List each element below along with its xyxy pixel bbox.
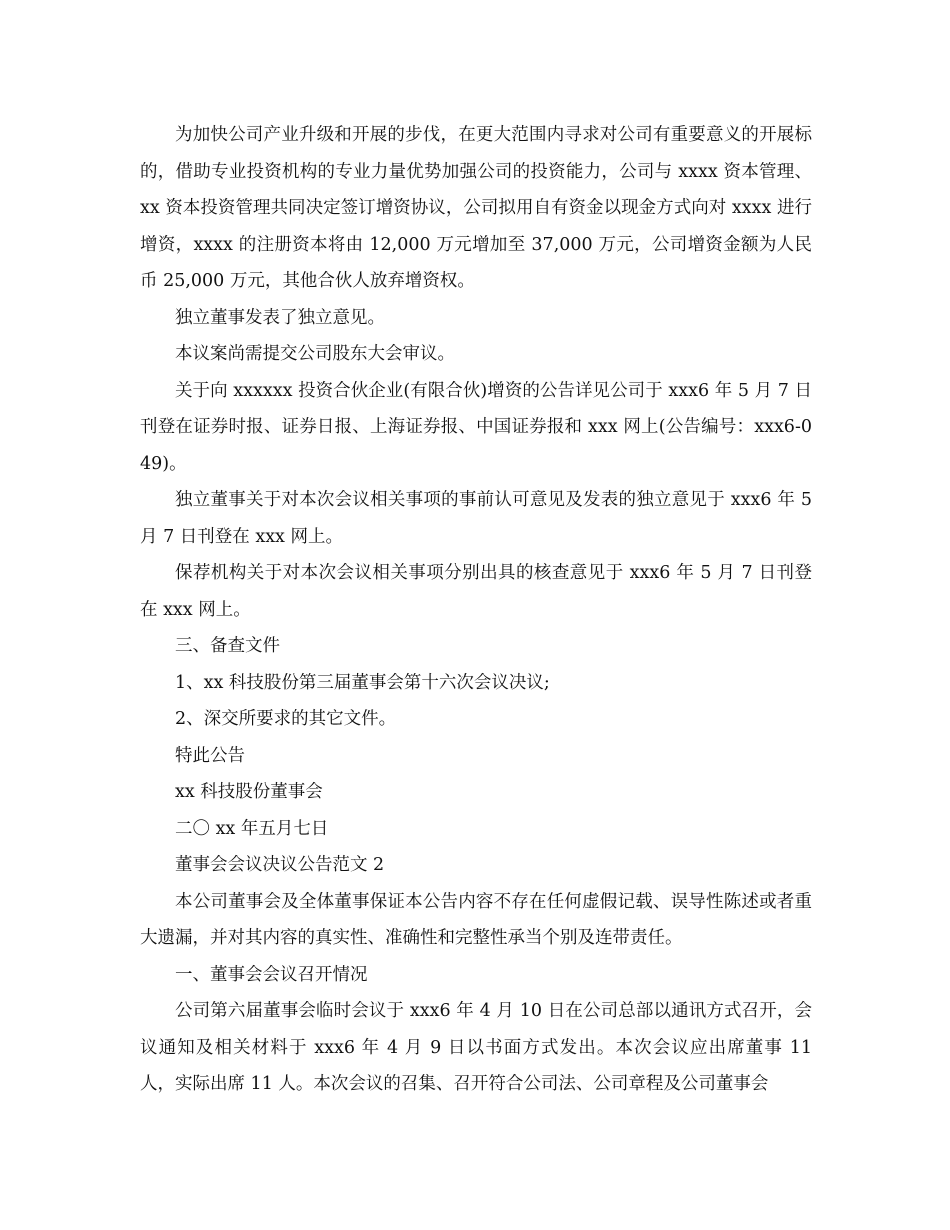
signature-date: 二〇 xx 年五月七日 bbox=[175, 818, 329, 839]
signature-board: xx 科技股份董事会 bbox=[175, 782, 323, 802]
paragraph-board-guarantee: 本公司董事会及全体董事保证本公告内容不存在任何虚假记载、误导性陈述或者重大遗漏，并对其内容的真实性、准确性和完整性承当个别及连带责任。 bbox=[140, 891, 812, 948]
document-body bbox=[140, 117, 812, 1103]
list-item-other-documents: 2、深交所要求的其它文件。 bbox=[175, 709, 397, 729]
section-heading-meeting-convening: 一、董事会会议召开情况 bbox=[175, 964, 368, 985]
list-item-board-resolution: 1、xx 科技股份第三届董事会第十六次会议决议; bbox=[175, 672, 550, 693]
section-heading-reference-documents: 三、备查文件 bbox=[175, 636, 280, 656]
paragraph-announcement-detail: 关于向 xxxxxx 投资合伙企业(有限合伙)增资的公告详见公司于 xxx6 年 5 月 7 日刊登在证券时报、证券日报、上海证券报、中国证券报和 xxx 网上(公告编号：xxx6-049)。 bbox=[140, 380, 812, 474]
paragraph-sponsor-opinion: 保荐机构关于对本次会议相关事项分别出具的核查意见于 xxx6 年 5 月 7 日刊登在 xxx 网上。 bbox=[140, 563, 812, 620]
paragraph-independent-opinion: 独立董事发表了独立意见。 bbox=[175, 307, 385, 328]
paragraph-meeting-details: 公司第六届董事会临时会议于 xxx6 年 4 月 10 日在公司总部以通讯方式召开，会议通知及相关材料于 xxx6 年 4 月 9 日以书面方式发出。本次会议应出席董事 11 人，实际出席 11 人。本次会议的召集、召开符合公司法、公司章程及公司董事会 bbox=[140, 1001, 812, 1094]
paragraph-shareholder-review: 本议案尚需提交公司股东大会审议。 bbox=[175, 344, 455, 364]
closing-notice: 特此公告 bbox=[175, 745, 245, 766]
paragraph-independent-director-views: 独立董事关于对本次会议相关事项的事前认可意见及发表的独立意见于 xxx6 年 5 月 7 日刊登在 xxx 网上。 bbox=[140, 490, 812, 547]
sample-title-2: 董事会会议决议公告范文 2 bbox=[175, 855, 385, 875]
paragraph-capital-increase: 为加快公司产业升级和开展的步伐，在更大范围内寻求对公司有重要意义的开展标的，借助专业投资机构的专业力量优势加强公司的投资能力，公司与 xxxx 资本管理、xx 资本投资管理共同决定签订增资协议，公司拟用自有资金以现金方式向对 xxxx 进行增资，xxxx 的注册资本将由 12,000 万元增加至 37,000 万元，公司增资金额为人民币 25,000 万元，其他合伙人放弃增资权。 bbox=[140, 125, 812, 291]
